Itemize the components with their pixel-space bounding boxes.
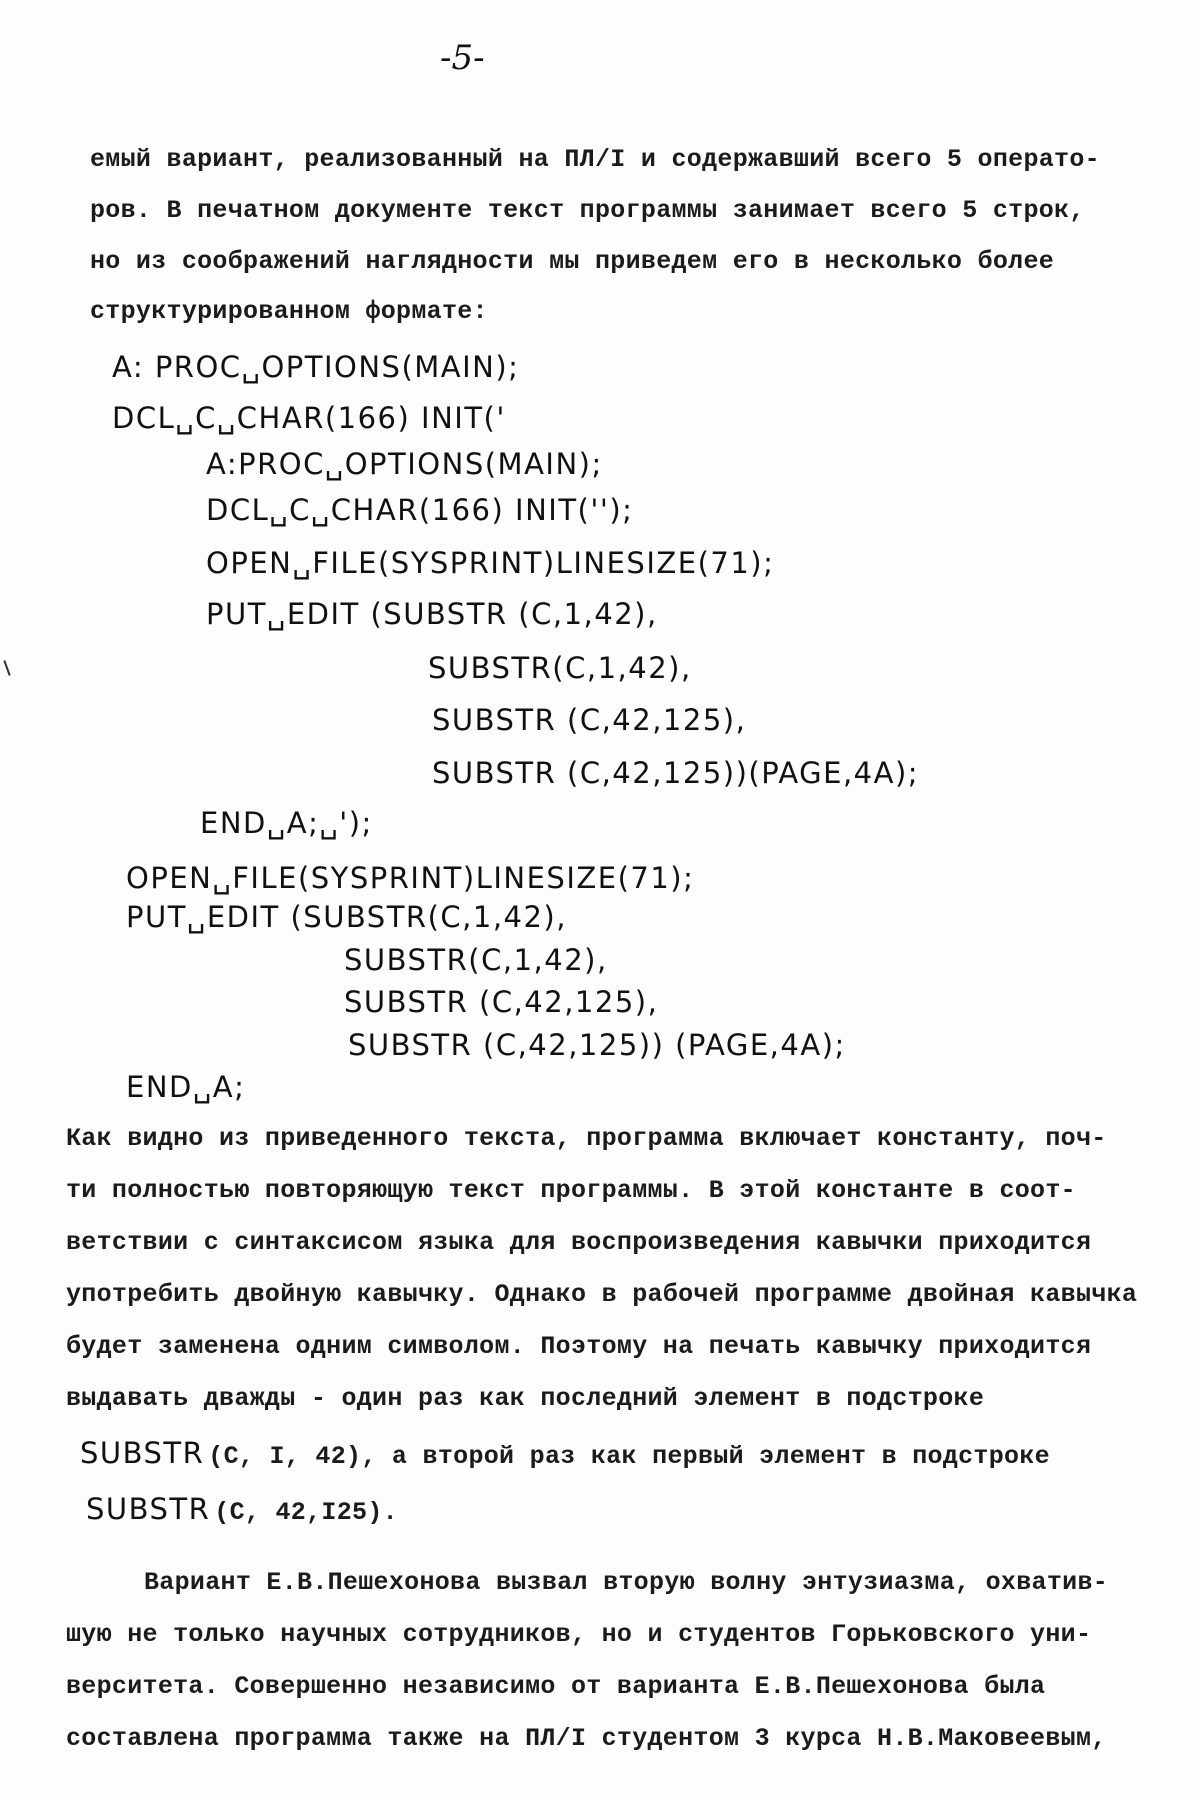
code-line: OPEN␣FILE(SYSPRINT)LINESIZE(71);	[206, 546, 775, 580]
text-line: емый вариант, реализованный на ПЛ/I и содержавший всего 5 операто-	[90, 145, 1100, 174]
text-line: Вариант Е.В.Пешехонова вызвал вторую волну энтузиазма, охватив-	[144, 1568, 1109, 1597]
code-line: SUBSTR(C,1,42),	[428, 651, 692, 685]
code-line: PUT␣EDIT (SUBSTR (C,1,42),	[206, 597, 658, 631]
text-line: выдавать дважды - один раз как последний элемент в подстроке	[66, 1384, 985, 1413]
code-line: OPEN␣FILE(SYSPRINT)LINESIZE(71);	[126, 861, 695, 895]
code-line: DCL␣C␣CHAR(166) INIT('');	[206, 493, 634, 527]
code-line: SUBSTR (C,42,125))(PAGE,4A);	[432, 756, 920, 790]
code-line: END␣A;␣');	[200, 806, 373, 840]
code-line: SUBSTR (C,42,125)) (PAGE,4A);	[348, 1028, 846, 1062]
text-line: шую не только научных сотрудников, но и студентов Горьковского уни-	[66, 1620, 1092, 1649]
code-line: END␣A;	[126, 1070, 246, 1104]
inline-typed-text: (C, I, 42), а второй раз как первый элемент в подстроке	[208, 1442, 1050, 1471]
margin-mark	[3, 660, 10, 676]
text-line: структурированном формате:	[90, 297, 488, 326]
inline-typed-text: (C, 42,I25).	[214, 1498, 398, 1527]
code-line: DCL␣C␣CHAR(166) INIT('	[112, 401, 506, 435]
code-line: PUT␣EDIT (SUBSTR(C,1,42),	[126, 900, 567, 934]
text-line: верситета. Совершенно независимо от варианта Е.В.Пешехонова была	[66, 1672, 1046, 1701]
code-line: SUBSTR (C,42,125),	[432, 703, 747, 737]
inline-hand-text: SUBSTR	[86, 1492, 211, 1526]
code-line: A:PROC␣OPTIONS(MAIN);	[206, 447, 603, 481]
page-number: -5-	[440, 38, 485, 78]
inline-hand-text: SUBSTR	[80, 1436, 205, 1470]
text-line: ветствии с синтаксисом языка для воспроизведения кавычки приходится	[66, 1228, 1092, 1257]
text-line: ти полностью повторяющую текст программы. В этой константе в соот-	[66, 1176, 1076, 1205]
text-line: будет заменена одним символом. Поэтому на печать кавычку приходится	[66, 1332, 1092, 1361]
inline-line	[80, 1436, 1050, 1471]
text-line: составлена программа также на ПЛ/I студентом 3 курса Н.В.Маковеевым,	[66, 1724, 1107, 1753]
code-line: SUBSTR (C,42,125),	[344, 985, 659, 1019]
text-line: ров. В печатном документе текст программы занимает всего 5 строк,	[90, 196, 1085, 225]
code-line: A: PROC␣OPTIONS(MAIN);	[112, 350, 520, 384]
code-line: SUBSTR(C,1,42),	[344, 943, 608, 977]
text-line: употребить двойную кавычку. Однако в рабочей программе двойная кавычка	[66, 1280, 1138, 1309]
text-line: Как видно из приведенного текста, программа включает константу, поч-	[66, 1124, 1107, 1153]
text-line: но из соображений наглядности мы приведем его в несколько более	[90, 247, 1055, 276]
inline-line	[86, 1492, 398, 1527]
